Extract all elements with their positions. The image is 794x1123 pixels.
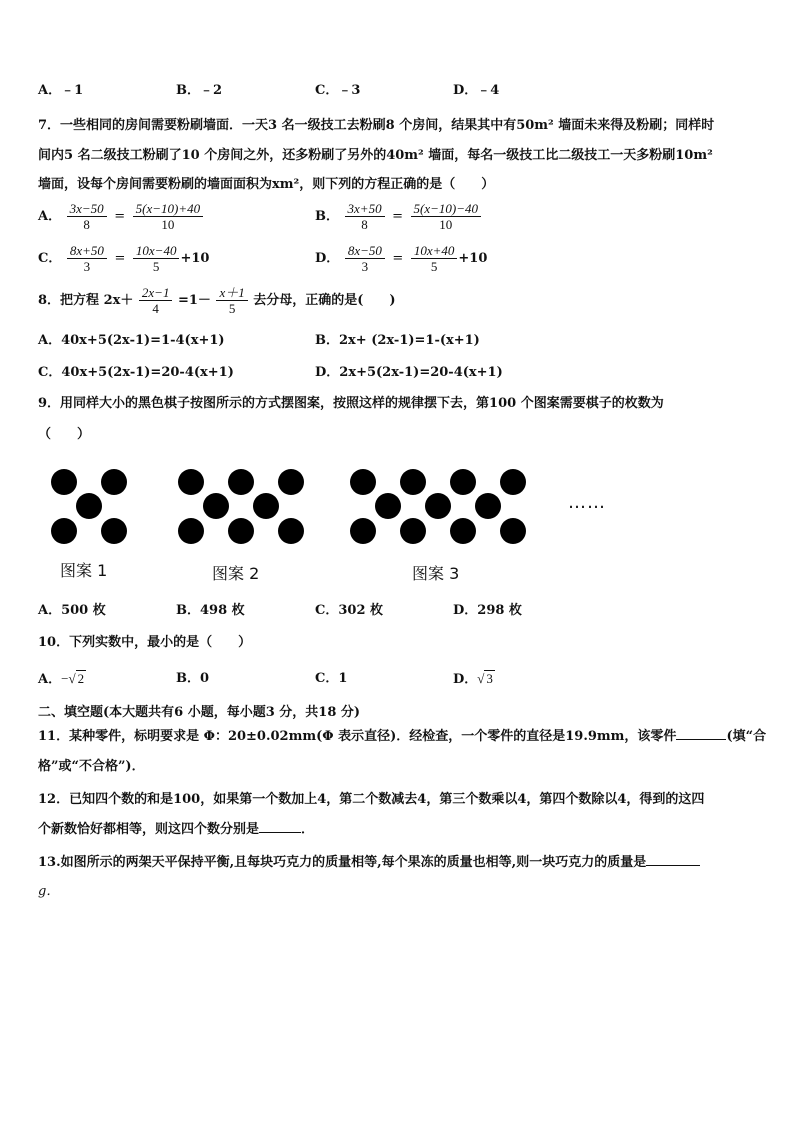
chess-piece — [350, 469, 376, 495]
chess-piece — [203, 493, 229, 519]
q8-option-a: A．40x+5(2x-1)=1-4(x+1) — [38, 333, 225, 348]
chess-piece — [500, 469, 526, 495]
chess-piece — [500, 518, 526, 544]
ellipsis: …… — [568, 492, 606, 513]
chess-piece — [101, 518, 127, 544]
q7-option-d: D． $\frac{8x-50}{3}$ = $\frac{10x+40}{5}$ +10 — [315, 243, 488, 274]
chess-piece — [101, 469, 127, 495]
q7-option-b: B． $\frac{3x+50}{8}$ = $\frac{5(x-10)-40}{10}$ — [315, 201, 482, 232]
q13-answer-blank[interactable] — [646, 865, 700, 866]
q8-option-d: D．2x+5(2x-1)=20-4(x+1) — [315, 365, 503, 380]
q13-line-2: g． — [38, 884, 60, 899]
chess-piece — [475, 493, 501, 519]
chess-piece — [51, 518, 77, 544]
chess-piece — [253, 493, 279, 519]
q10-option-c: C．1 — [315, 671, 348, 686]
chess-piece — [400, 518, 426, 544]
chess-piece — [278, 518, 304, 544]
chess-piece — [350, 518, 376, 544]
q13-line-1: 13.如图所示的两架天平保持平衡,且每块巧克力的质量相等,每个果冻的质量也相等,则一块巧克力的质量是 — [38, 854, 700, 872]
q7-line-1: 7．一些相同的房间需要粉刷墙面．一天3 名一级技工去粉刷8 个房间，结果其中有50m² 墙面未来得及粉刷；同样时 — [38, 118, 715, 133]
q6-option-a: A．﹣1 — [38, 83, 84, 98]
q9-line-1: 9．用同样大小的黑色棋子按图所示的方式摆图案，按照这样的规律摆下去，第100 个图案需要棋子的枚数为 — [38, 396, 664, 411]
chess-piece — [178, 469, 204, 495]
q7-line-2: 间内5 名二级技工粉刷了10 个房间之外，还多粉刷了另外的40m² 墙面，每名一级技工比二级技工一天多粉刷10m² — [38, 148, 713, 163]
chess-piece — [375, 493, 401, 519]
q10-option-d: D．√ 3 — [453, 671, 493, 687]
pattern-3-caption: 图案 3 — [412, 564, 460, 583]
q12-answer-blank[interactable] — [259, 832, 301, 833]
q7-option-a: A． $\frac{3x-50}{8}$ = $\frac{5(x-10)+40}{10}$ — [38, 201, 204, 232]
chess-piece — [278, 469, 304, 495]
chess-piece — [178, 518, 204, 544]
q9-option-c: C．302 枚 — [315, 603, 384, 618]
q11-line-1: 11．某种零件，标明要求是 Φ：20±0.02mm(Φ 表示直径)．经检查，一个零件的直径是19.9mm，该零件 (填“合 — [38, 729, 767, 744]
pattern-1-caption: 图案 1 — [60, 561, 108, 580]
chess-piece — [450, 469, 476, 495]
q7-option-c: C． $\frac{8x+50}{3}$ = $\frac{10x-40}{5}$ +10 — [38, 243, 210, 274]
q10-option-a: A．−√ 2 — [38, 671, 85, 687]
q6-option-c: C．﹣3 — [315, 83, 361, 98]
q11-answer-blank[interactable] — [676, 739, 726, 740]
chess-piece — [228, 469, 254, 495]
chess-piece — [76, 493, 102, 519]
q8-stem: 8．把方程 2x＋ $\frac{2x-1}{4}$ =1－ $\frac{x+1}{5}$ 去分母，正确的是( ) — [38, 285, 396, 316]
chess-piece — [51, 469, 77, 495]
q12-line-2: 个新数恰好都相等，则这四个数分别是 ． — [38, 822, 315, 837]
chess-piece — [450, 518, 476, 544]
q8-option-c: C．40x+5(2x-1)=20-4(x+1) — [38, 365, 234, 380]
section-2-heading: 二、填空题(本大题共有6 小题，每小题3 分，共18 分) — [38, 705, 361, 720]
q9-option-a: A．500 枚 — [38, 603, 106, 618]
q6-option-d: D．﹣4 — [453, 83, 500, 98]
q12-line-1: 12．已知四个数的和是100，如果第一个数加上4，第二个数减去4，第三个数乘以4，第四个数除以4，得到的这四 — [38, 792, 705, 807]
chess-piece — [228, 518, 254, 544]
q10-stem: 10．下列实数中，最小的是（ ） — [38, 635, 252, 650]
q6-option-b: B．﹣2 — [176, 83, 223, 98]
q9-option-b: B．498 枚 — [176, 603, 245, 618]
chess-piece — [425, 493, 451, 519]
q9-option-d: D．298 枚 — [453, 603, 522, 618]
chess-piece — [400, 469, 426, 495]
q8-option-b: B．2x+ (2x-1)=1-(x+1) — [315, 333, 480, 348]
q10-option-b: B．0 — [176, 671, 210, 686]
q7-line-3: 墙面，设每个房间需要粉刷的墙面面积为xm²，则下列的方程正确的是（ ） — [38, 177, 495, 192]
q11-line-2: 格”或“不合格”)． — [38, 759, 145, 774]
pattern-2-caption: 图案 2 — [212, 564, 260, 583]
q9-line-2: （ ） — [38, 427, 91, 442]
